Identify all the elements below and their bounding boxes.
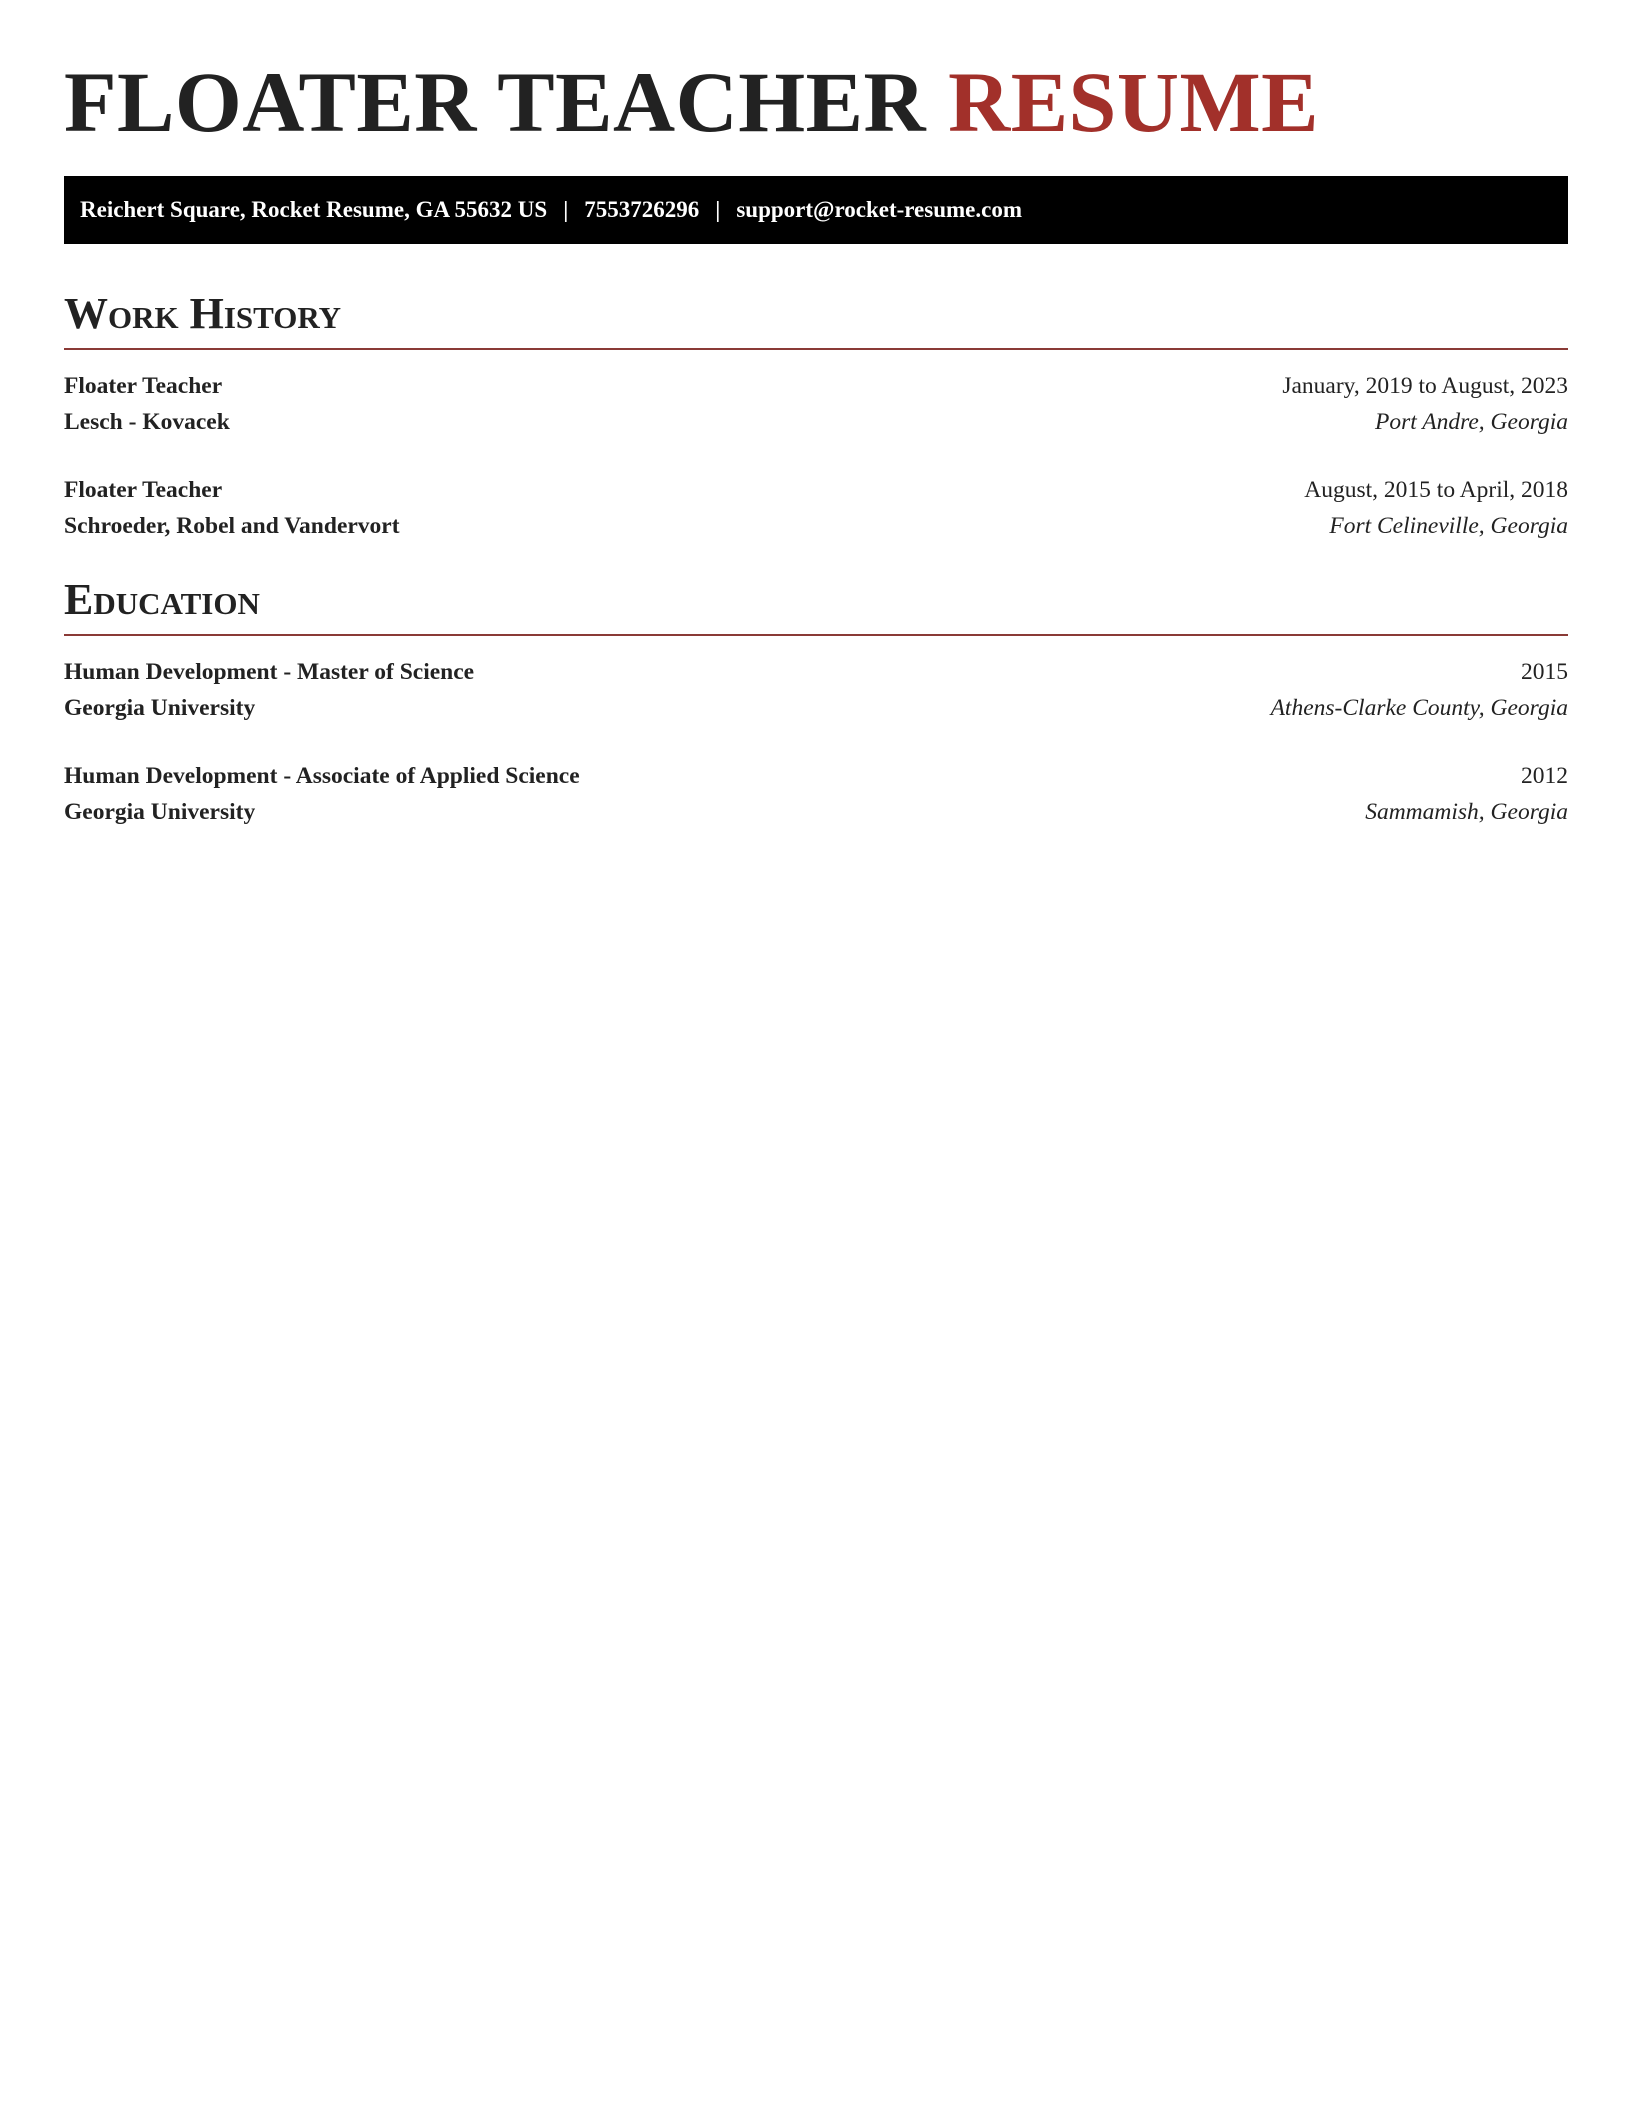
resume-title-main: FLOATER TEACHER: [64, 54, 927, 150]
work-entry-row: [64, 472, 1568, 508]
work-entry-row: [64, 508, 1568, 544]
section-divider: [64, 634, 1568, 636]
degree-name: Human Development - Master of Science: [64, 659, 475, 685]
education-entry-row: [64, 794, 1568, 830]
degree-name: Human Development - Associate of Applied Science: [64, 763, 580, 789]
work-history-section: [64, 286, 1568, 544]
contact-email: support@rocket-resume.com: [736, 197, 1022, 222]
education-entry: [64, 654, 1568, 726]
education-entry-row: [64, 690, 1568, 726]
resume-title-accent: RESUME: [948, 54, 1320, 150]
job-location: Fort Celineville, Georgia: [1329, 513, 1568, 539]
school-name: Georgia University: [64, 799, 256, 825]
job-location: Port Andre, Georgia: [1375, 409, 1568, 435]
section-heading-work-history: Work History: [64, 289, 342, 338]
work-entry: [64, 472, 1568, 544]
resume-title: [64, 0, 1568, 152]
job-dates: August, 2015 to April, 2018: [1304, 477, 1568, 503]
contact-separator: |: [715, 197, 721, 222]
work-entry-row: [64, 368, 1568, 404]
work-entry-row: [64, 404, 1568, 440]
job-title: Floater Teacher: [64, 373, 223, 399]
job-dates: January, 2019 to August, 2023: [1282, 373, 1568, 399]
contact-separator: |: [563, 197, 569, 222]
school-location: Athens-Clarke County, Georgia: [1270, 695, 1568, 721]
education-entry-row: [64, 758, 1568, 794]
education-entry-row: [64, 654, 1568, 690]
company-name: Lesch - Kovacek: [64, 409, 230, 435]
school-name: Georgia University: [64, 695, 256, 721]
work-entry: [64, 368, 1568, 440]
education-entry: [64, 758, 1568, 830]
section-divider: [64, 348, 1568, 350]
graduation-year: 2012: [1521, 763, 1568, 789]
contact-address: Reichert Square, Rocket Resume, GA 55632 US: [80, 197, 548, 222]
job-title: Floater Teacher: [64, 477, 223, 503]
section-heading-education: Education: [64, 575, 260, 624]
education-section: [64, 572, 1568, 830]
resume-page: [64, 0, 1568, 830]
contact-bar: [64, 176, 1568, 244]
company-name: Schroeder, Robel and Vandervort: [64, 513, 400, 539]
graduation-year: 2015: [1521, 659, 1568, 685]
school-location: Sammamish, Georgia: [1365, 799, 1568, 825]
contact-phone: 7553726296: [584, 197, 700, 222]
